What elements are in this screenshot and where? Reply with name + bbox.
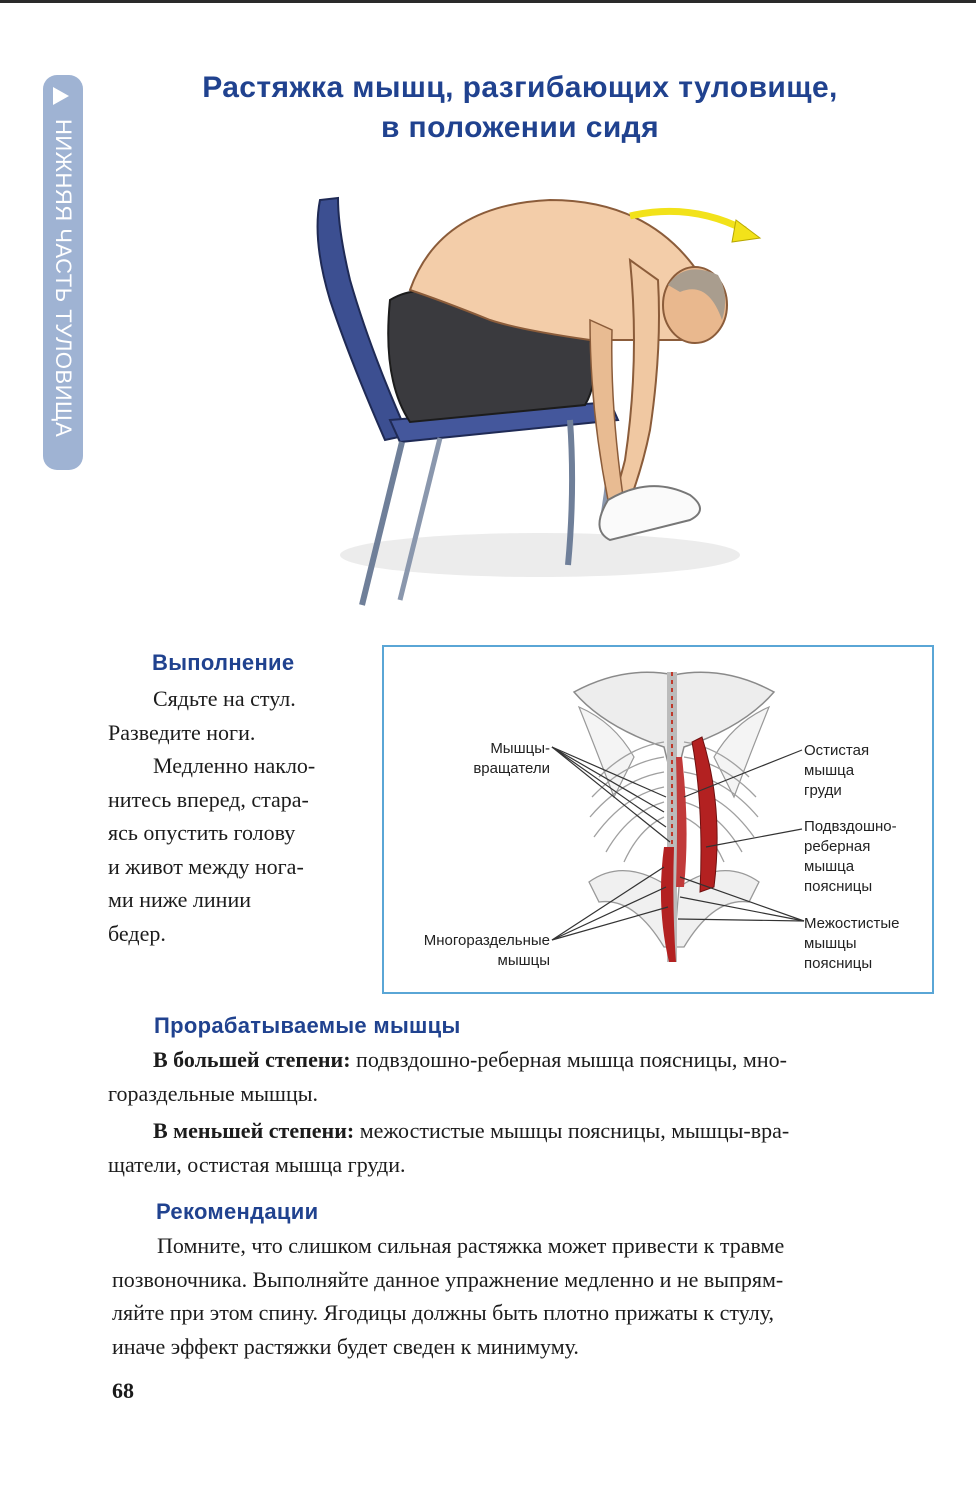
label-line: мышца [804,762,855,779]
execution-line: Медленно накло- [153,753,316,778]
execution-heading: Выполнение [152,650,295,675]
execution-line: Разведите ноги. [108,719,256,745]
label-line: мышцы [497,952,550,969]
execution-line: нитесь вперед, стара- [108,786,309,812]
muscles-text [108,1043,938,1181]
label-line: Остистая [804,742,870,759]
recommendation-line: ляйте при этом спину. Ягодицы должны быть плотно прижаты к стулу, [112,1300,775,1325]
minor-label: В меньшей степени: [153,1118,355,1143]
label-line: груди [804,782,842,799]
muscles-minor-line-2: щатели, остистая мышца груди. [108,1151,406,1177]
major-label: В большей степени: [153,1047,351,1072]
triangle-marker-icon [53,87,69,105]
label-iliocostalis [804,817,929,897]
seated-stretch-illustration [290,180,780,620]
label-line: Межостистые [804,915,900,932]
label-line: реберная [804,838,871,855]
label-line: мышцы [804,935,857,952]
side-tab-label: НИЖНЯЯ ЧАСТЬ ТУЛОВИЩА [51,119,76,438]
label-multifidus [394,931,550,971]
muscles-major-line-2: гораздельные мышцы. [108,1080,319,1106]
label-rotators [444,739,550,779]
major-text: подвздошно-реберная мышца поясницы, мно- [350,1047,787,1072]
execution-line: и живот между нога- [108,853,304,879]
muscles-minor-line [108,1114,938,1148]
muscles-major-line [108,1043,938,1077]
page-number: 68 [112,1378,134,1403]
top-rule [0,0,976,3]
label-interspinales [804,914,929,974]
execution-text [108,682,368,950]
recommendation-line: иначе эффект растяжки будет сведен к минимуму. [112,1333,579,1359]
title-line-2: в положении сидя [380,111,660,144]
label-line: Многораздельные [423,932,550,949]
execution-line: бедер. [108,920,166,946]
muscles-heading: Прорабатываемые мышцы [154,1013,461,1038]
side-section-tab [43,75,83,470]
label-line: поясницы [804,878,873,895]
execution-line: Сядьте на стул. [153,686,296,711]
label-spinalis [804,741,924,801]
label-line: вращатели [473,760,550,777]
recommendations-heading: Рекомендации [156,1199,319,1224]
label-line: мышца [804,858,855,875]
label-line: Мышцы- [490,740,550,757]
execution-line: ми ниже линии [108,887,251,912]
label-line: поясницы [804,955,873,972]
minor-text: межостистые мышцы поясницы, мышцы-вра- [354,1118,790,1143]
recommendations-text [112,1229,942,1363]
label-line: Подвздошно- [804,818,897,835]
title-line-1: Растяжка мышц, разгибающих туловище, [202,71,838,104]
recommendation-line: позвоночника. Выполняйте данное упражнение медленно и не выпрям- [112,1266,784,1292]
anatomy-figure-box [382,645,934,994]
page-title [120,68,920,148]
execution-line: ясь опустить голову [108,820,296,845]
recommendation-line: Помните, что слишком сильная растяжка может привести к травме [157,1233,785,1258]
